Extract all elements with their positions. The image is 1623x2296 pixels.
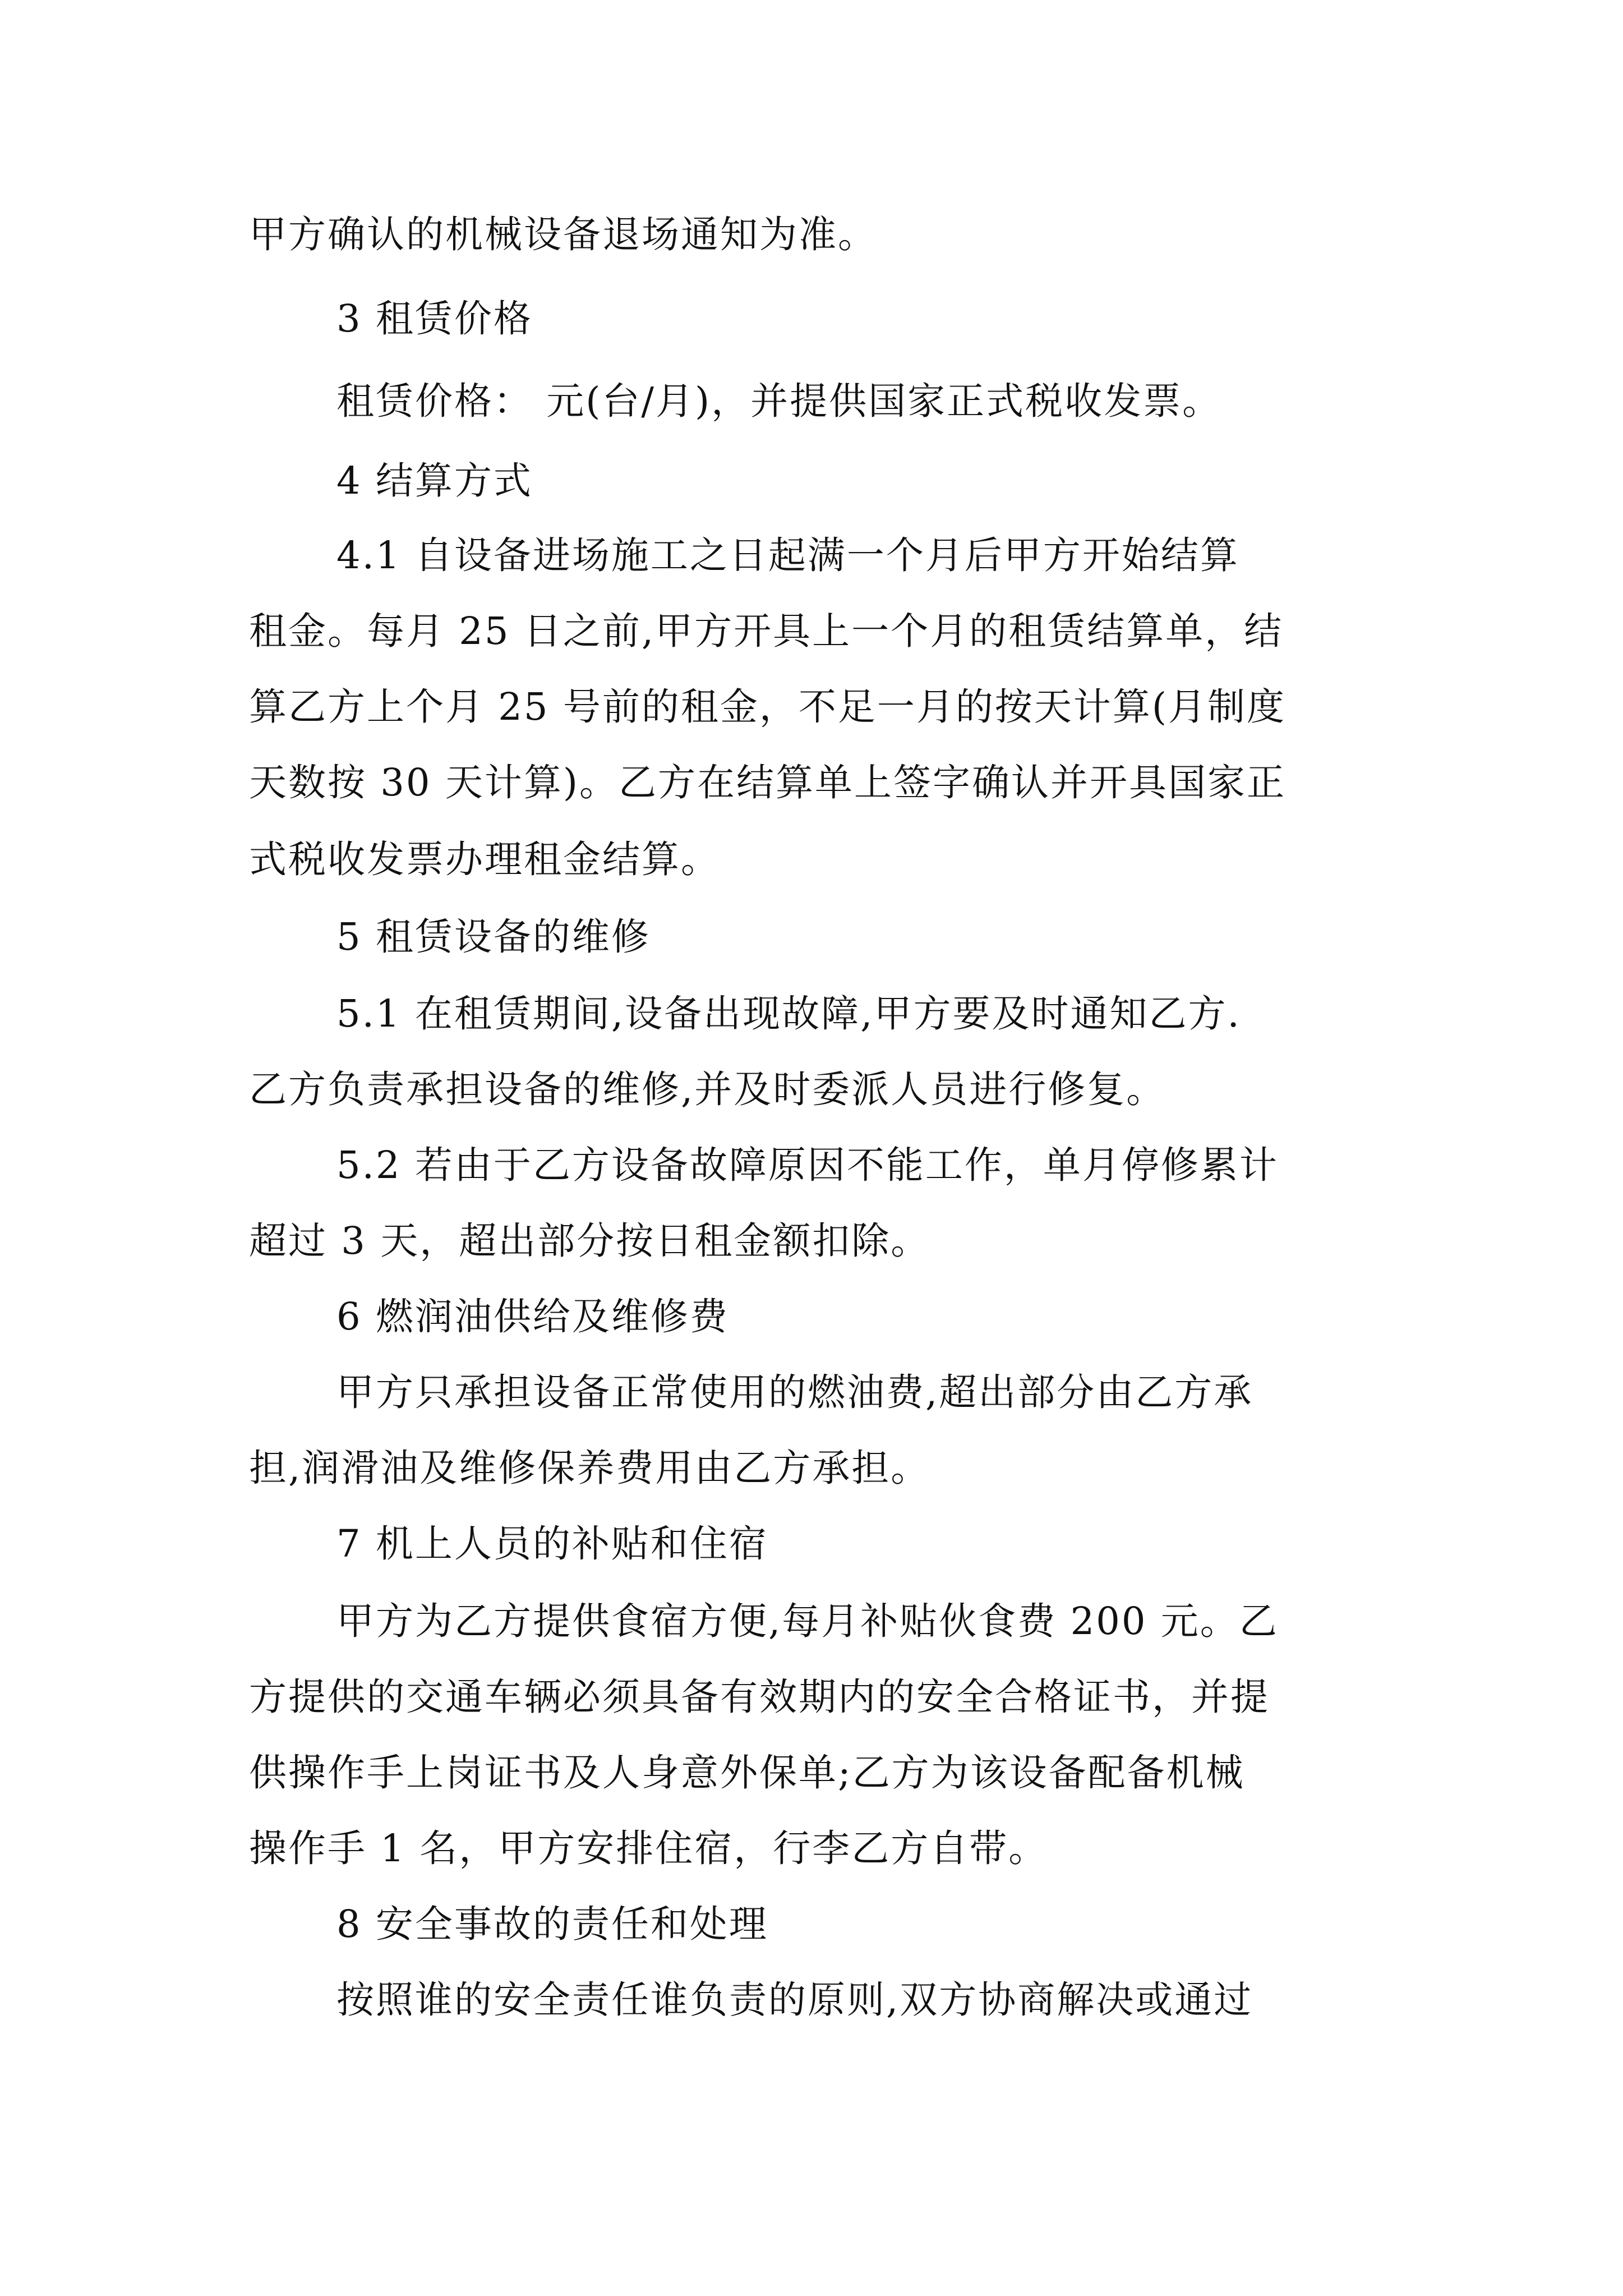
paragraph-line: 租赁价格： 元(台/月)，并提供国家正式税收发票。	[336, 379, 1222, 423]
paragraph-line: 甲方只承担设备正常使用的燃油费,超出部分由乙方承	[336, 1370, 1253, 1414]
paragraph-line: 5.1 在租赁期间,设备出现故障,甲方要及时通知乙方.	[336, 992, 1241, 1036]
section-heading: 8 安全事故的责任和处理	[336, 1902, 768, 1946]
section-heading: 4 结算方式	[336, 459, 533, 503]
paragraph-line: 甲方确认的机械设备退场通知为准。	[249, 213, 877, 256]
section-heading: 5 租赁设备的维修	[336, 915, 651, 959]
paragraph-line: 供操作手上岗证书及人身意外保单;乙方为该设备配备机械	[249, 1751, 1245, 1795]
paragraph-line: 算乙方上个月 25 号前的租金，不足一月的按天计算(月制度	[249, 685, 1286, 729]
paragraph-line: 式税收发票办理租金结算。	[249, 838, 720, 881]
paragraph-line: 方提供的交通车辆必须具备有效期内的安全合格证书，并提	[249, 1675, 1270, 1719]
paragraph-line: 租金。每月 25 日之前,甲方开具上一个月的租赁结算单，结	[249, 609, 1284, 653]
paragraph-line: 按照谁的安全责任谁负责的原则,双方协商解决或通过	[336, 1978, 1253, 2022]
paragraph-line: 天数按 30 天计算)。乙方在结算单上签字确认并开具国家正	[249, 761, 1286, 804]
paragraph-line: 超过 3 天，超出部分按日租金额扣除。	[249, 1219, 930, 1263]
section-heading: 3 租赁价格	[336, 297, 533, 341]
section-heading: 7 机上人员的补贴和住宿	[336, 1522, 768, 1566]
paragraph-line: 4.1 自设备进场施工之日起满一个月后甲方开始结算	[336, 533, 1239, 577]
paragraph-line: 乙方负责承担设备的维修,并及时委派人员进行修复。	[249, 1068, 1166, 1111]
section-heading: 6 燃润油供给及维修费	[336, 1295, 729, 1338]
paragraph-line: 操作手 1 名，甲方安排住宿，行李乙方自带。	[249, 1826, 1048, 1870]
paragraph-line: 担,润滑油及维修保养费用由乙方承担。	[249, 1446, 930, 1490]
paragraph-line: 甲方为乙方提供食宿方便,每月补贴伙食费 200 元。乙	[336, 1599, 1279, 1643]
paragraph-line: 5.2 若由于乙方设备故障原因不能工作，单月停修累计	[336, 1143, 1279, 1187]
